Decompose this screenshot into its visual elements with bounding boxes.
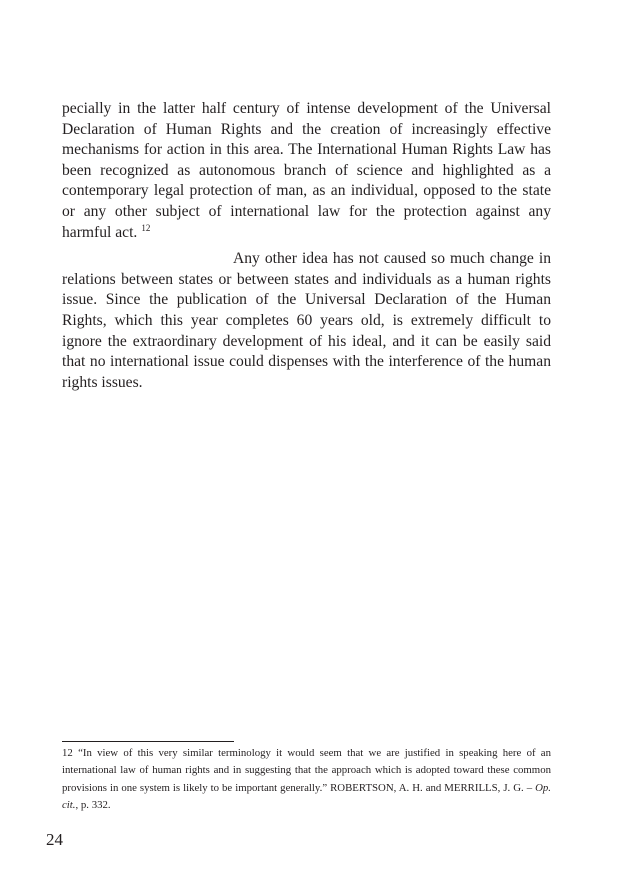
paragraph-text: Any other idea has not caused so much change in relations between states or between states and individuals as a human rights issue. Since the publication of the Universal Declaration of the Human Rights, which this year completes 60 years old, is extremely difficult to ignore the extraordinary development of his ideal, and it can be easily said that no international issue could dispenses with the interference of the human rights issues. — [62, 250, 551, 391]
footnote-divider — [62, 741, 234, 742]
footnote-citation-tail: , p. 332. — [75, 799, 111, 812]
footnote-citation-italic: Op. cit. — [62, 781, 551, 812]
body-text — [62, 99, 551, 393]
paragraph — [62, 249, 551, 393]
footnote-reference: 12 — [141, 222, 151, 233]
footnote — [62, 745, 551, 815]
page-number: 24 — [46, 830, 63, 849]
footnote-text: “In view of this very similar terminology it would seem that we are justified in speaking here of an international law of human rights and in suggesting that the approach which is adopted toward these common provisions in one system is likely to be important generally.” ROBERTSON, A. H. and MERRILLS, J. G. – — [62, 747, 552, 794]
footnote-number: 12 — [62, 747, 73, 759]
paragraph-text: pecially in the latter half century of intense development of the Universal Declaration of Human Rights and the creation of increasingly effective mechanisms for action in this area. The International Human Rights Law has been recognized as autonomous branch of science and highlighted as a contemporary legal protection of man, as an individual, opposed to the state or any other subject of international law for the protection against any harmful act. — [62, 100, 551, 241]
paragraph — [62, 99, 551, 243]
